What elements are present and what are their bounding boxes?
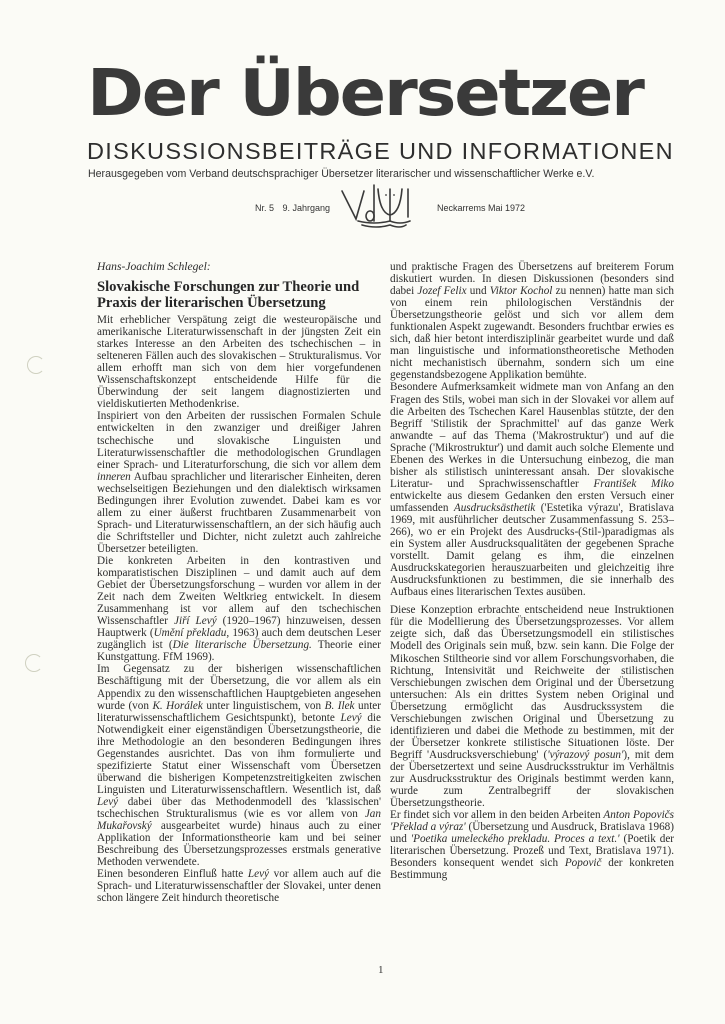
paragraph: Einen besonderen Einfluß hatte Levý vor allem auch auf die Sprach- und Literaturwissenschaftler der Slovakei, unter denen schon längere Zeit hindurch theoretische xyxy=(97,868,381,905)
paragraph: und praktische Fragen des Übersetzens auf breiterem Forum diskutiert wurden. In diesen Diskussionen (besonders sind dabei Jozef Felix und Viktor Kochol zu nennen) hatte man sich von einem rein philologischen Verständnis der Übersetzungstheorie gelöst und sich vor allem dem funktionalen Aspekt zugewandt. Besonders fruchtbar erwies es sich, daß hier betont interdisziplinär gearbeitet wurde und daß man linguistische und informationstheoretische Methoden nicht mechanistisch übernahm, sondern sich um eine gegenstandsbezogene Applikation bemühte. xyxy=(390,261,675,382)
paragraph: Besondere Aufmerksamkeit widmete man von Anfang an den Fragen des Stils, wobei man sich in der Slovakei vor allem auf die Arbeiten des Tschechen Karel Hausenblas stützte, der den Begriff 'Stilistik der Sprachmittel' auf das ganze Werk anwandte – auf das Thema ('Makrostruktur') und auf die Sprache ('Mikrostruktur') und damit auch solche Elemente und Ebenen des Werkes in die Untersuchung einbezog, die man bisher als stilistisch uninteressant ansah. Der slovakische Literatur- und Sprachwissenschaftler František Miko entwickelte aus diesem Gedanken den ersten Versuch einer umfassenden Ausdrucksästhetik ('Estetika výrazu', Bratislava 1969, mit ausführlicher deutscher Zusammenfassung S. 253–266), wo er ein Projekt des Ausdrucks-(Stil-)paradigmas als ein System aller Ausdrucksqualitäten der gegebenen Sprache vorstellt. Damit gelang es ihm, die einzelnen Ausdruckskategorien herauszuarbeiten und gleichzeitig ihre Ausdrucksfunktionen zu bestimmen, die sie innerhalb des Aufbaus eines literarischen Textes ausüben. xyxy=(390,381,674,599)
paragraph: Inspiriert von den Arbeiten der russischen Formalen Schule entwickelten in den zwanziger und dreißiger Jahren tschechische und slovakische Linguisten und Literaturwissenschaftler die methodologischen Grundlagen einer Sprach- und Literaturforschung, die sich vor allem dem inneren Aufbau sprachlicher und literarischer Einheiten, deren wechselseitigen Beziehungen und den dialektisch wirksamen Bedingungen ihrer Evolution zuwendet. Dabei kam es vor allem zu einer äußerst fruchtbaren Zusammenarbeit von Sprach- und Literaturwissenschaftlern, an der sich häufig auch die Schriftsteller und Dichter, nicht zuletzt auch zahlreiche Übersetzer beteiligten. xyxy=(97,410,381,555)
paragraph: Im Gegensatz zu der bisherigen wissenschaftlichen Beschäftigung mit der Übersetzung, die vor allem als ein Appendix zu den wissenschaftlichen Hauptgebieten angesehen wurde (von K. Horálek unter linguistischem, von B. Ilek unter literaturwissenschaftlichem Gesichtspunkt), betonte Levý die Notwendigkeit einer eigenständigen Übersetzungstheorie, die ihre Methodologie an den besonderen Bedingungen ihres Gegenstandes ausrichtet. Das von ihm formulierte und spezifizierte Statut einer Wissenschaft vom Übersetzen überwand die bisherigen Kompetenzstreitigkeiten zwischen Linguisten und Literaturwissenschaftlern. Wesentlich ist, daß Levý dabei über das Methodenmodell des 'klassischen' tschechischen Strukturalismus (wie es vor allem von Jan Mukařovský ausgearbeitet wurde) hinaus auch zu einer Applikation der Informationstheorie kam und bei seiner Beschreibung des Übersetzungsprozesses erstmals generative Methoden verwendete. xyxy=(97,663,382,869)
punch-hole-top xyxy=(27,356,45,374)
publisher-line: Herausgegeben vom Verband deutschsprachiger Übersetzer literarischer und wissenschaftlicher Werke e.V. xyxy=(88,168,595,180)
paragraph: Er findet sich vor allem in den beiden Arbeiten Anton Popovičs 'Překlad a výraz' (Übersetzung und Ausdruck, Bratislava 1968) und 'Poetika umeleckého prekladu. Proces a text.' (Poetik der literarischen Übersetzung. Prozeß und Text, Bratislava 1971). Besonders konsequent wendet sich Popovič der konkreten Bestimmung xyxy=(390,809,675,882)
paragraph: Die konkreten Arbeiten in den kontrastiven und komparatistischen Disziplinen – und damit auch auf dem Gebiet der Übersetzungsforschung – wurden vor allem in der Zeit nach dem Zweiten Weltkrieg entwickelt. In diesem Zusammenhang ist vor allem auf den tschechischen Wissenschaftler Jiří Levý (1920–1967) hinzuweisen, dessen Hauptwerk (Umění překladu, 1963) auch dem deutschen Leser zugänglich ist (Die literarische Übersetzung. Theorie einer Kunstgattung. FfM 1969). xyxy=(97,554,381,664)
page-number: 1 xyxy=(378,964,384,976)
place-date: Neckarrems Mai 1972 xyxy=(437,203,526,213)
journal-title: Der Übersetzer xyxy=(87,57,643,131)
journal-subtitle: DISKUSSIONSBEITRÄGE UND INFORMATIONEN xyxy=(87,138,674,164)
article-title: Slovakische Forschungen zur Theorie und Praxis der literarischen Übersetzung xyxy=(97,279,360,312)
article-author: Hans-Joachim Schlegel: xyxy=(97,260,211,273)
punch-hole-bottom xyxy=(25,654,43,672)
volume: 9. Jahrgang xyxy=(282,203,331,213)
masthead xyxy=(87,57,687,131)
paragraph: Mit erheblicher Verspätung zeigt die westeuropäische und amerikanische Literaturwissenschaft in der jüngsten Zeit ein starkes Interesse an den Arbeiten des tschechischen – in selteneren Fällen auch des slovakischen – Strukturalismus. Vor allem erhofft man sich von dem hier vorgefundenen Wissenschaftskonzept entscheidende Hilfe für die Überwindung der seit langem diagnostizierten und vieldiskutierten Methodenkrise. xyxy=(97,314,381,411)
issue-info xyxy=(255,203,330,213)
left-column xyxy=(97,261,381,904)
issue-number: Nr. 5 xyxy=(255,203,275,213)
paragraph: Diese Konzeption erbrachte entscheidend neue Instruktionen für die Modellierung des Übersetzungsprozesses. Vor allem zeigte sich, daß das Übersetzungsmodell ein stilistisches Modell des Originals sein muß, bzw. sein kann. Die Folge der Mikoschen Stiltheorie sind vor allem Forschungsvorhaben, die Richtung, Intensivität und Reichweite der stilistischen Verschiebungen zwischen dem Original und der Übersetzung untersuchen: Als ein drittes System neben Original und Übersetzung ermöglicht das Ausdruckssystem die Verschiebungen zwischen Original und Übersetzung zu identifizieren und dabei die Methode zu bestimmen, mit der der Übersetzer konkrete stilistische Situationen löste. Der Begriff 'Ausdrucksverschiebung' ('výrazový posun'), mit dem der Übersetzertext und seine Ausdrucksstruktur im Verhältnis zur Ausdrucksstruktur des Originals bestimmt werden kann, wurde zum Zentralbegriff der slovakischen Übersetzungstheorie. xyxy=(390,604,674,810)
vdu-logo-icon xyxy=(340,183,420,231)
right-column xyxy=(390,261,674,881)
